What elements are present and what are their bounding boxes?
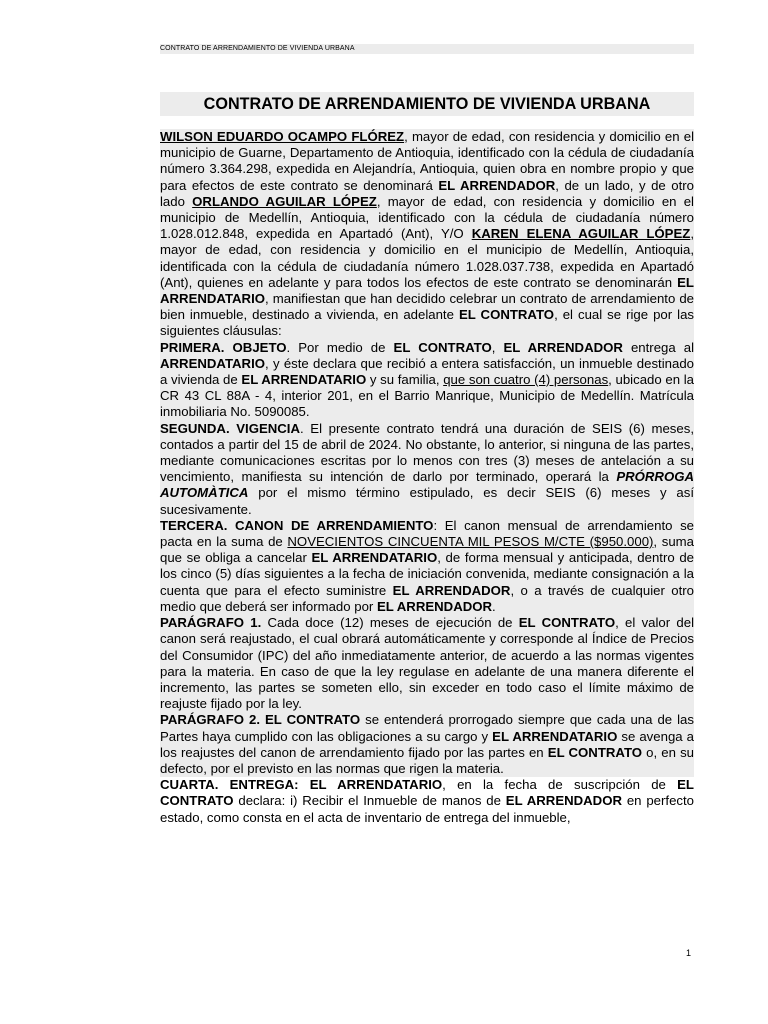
- paragrafo-2: [160, 712, 694, 777]
- term-el-contrato: EL CONTRATO: [547, 744, 643, 760]
- running-header: CONTRATO DE ARRENDAMIENTO DE VIVIENDA URBANA: [160, 44, 694, 54]
- arrendador-name: WILSON EDUARDO OCAMPO FLÓREZ: [160, 129, 405, 144]
- term-el-arrendador: EL ARRENDADOR: [505, 793, 622, 809]
- clause-heading: PARÁGRAFO 1.: [160, 615, 262, 631]
- clause-text: , el valor del canon será reajustado, el cual obrará automáticamente y corresponde al Índice de Precios del Consumidor (IPC) del año inmediatamente anterior, de acuerdo a las normas vigentes para la materia. En caso de que la ley regulase en adelante de una manera diferente el incremento, las partes se someten ello, sin exceder en todo caso el límite máximo de reajuste fijado por la ley.: [160, 615, 695, 712]
- clause-text: entrega al: [622, 339, 695, 355]
- clause-text: , en la fecha de suscripción de: [442, 777, 678, 793]
- clause-text: .: [492, 598, 496, 614]
- clause-text: , suma que se obliga a cancelar: [160, 534, 694, 566]
- term-el-arrendador: EL ARRENDADOR: [392, 582, 511, 598]
- clause-text: . Por medio de: [286, 339, 394, 355]
- clause-text: Cada doce (12) meses de ejecución de: [261, 615, 519, 631]
- clause-cuarta: [160, 777, 694, 826]
- term-el-arrendatario: EL ARRENDATARIO: [492, 728, 618, 744]
- term-el-contrato: EL CONTRATO: [458, 307, 555, 323]
- clause-heading: PARÁGRAFO 2. EL CONTRATO: [160, 712, 361, 728]
- document-body: [160, 92, 694, 826]
- clause-text: declara: i) Recibir el Inmueble de manos de: [233, 793, 506, 809]
- arrendatario1-name: ORLANDO AGUILAR LÓPEZ: [192, 193, 377, 209]
- term-el-arrendador: EL ARRENDADOR: [377, 598, 493, 614]
- clause-text: : El canon mensual de arrendamiento se pacta en la suma de: [160, 517, 694, 550]
- clause-text: , ubicado en la CR 43 CL 88A - 4, interior 201, en el Barrio Manrique, Municipio de Medellín. Matrícula inmobiliaria No. 5090085.: [160, 372, 694, 420]
- intro-text: , el cual se rige por las siguientes cláusulas:: [160, 307, 694, 339]
- clause-heading: SEGUNDA. VIGENCIA: [160, 420, 300, 436]
- intro-text: , mayor de edad, con residencia y domicilio en el municipio de Medellín, Antioquia, identificada con la cédula de ciudadanía número 1.028.037.738, expedida en Apartadó (Ant), quienes en adelante y para todos los efectos de este contrato se denominarán: [160, 226, 694, 290]
- paragrafo-1: [160, 615, 694, 712]
- clause-heading: CUARTA. ENTREGA: EL ARRENDATARIO: [160, 777, 443, 793]
- intro-text: , mayor de edad, con residencia y domicilio en el municipio de Medellín, Antioquia, identificado con la cédula de ciudadanía número 1.028.012.848, expedida en Apartadó (Ant), Y/O: [160, 193, 694, 242]
- intro-paragraph: [160, 129, 694, 340]
- intro-text: , mayor de edad, con residencia y domicilio en el municipio de Guarne, Departamento de Antioquia, identificado con la cédula de ciudadanía número 3.364.298, expedida en Alejandría, Antioquia, quien obra en nombre propio y que para efectos de este contrato se denominará: [160, 129, 694, 193]
- clause-text: por el mismo término estipulado, es decir SEIS (6) meses y así sucesivamente.: [160, 485, 694, 517]
- clause-heading: TERCERA. CANON DE ARRENDAMIENTO: [160, 517, 434, 533]
- personas-count: que son cuatro (4) personas: [443, 372, 609, 388]
- canon-amount: NOVECIENTOS CINCUENTA MIL PESOS M/CTE ($950.000): [287, 534, 654, 550]
- clause-text: . El presente contrato tendrá una duración de SEIS (6) meses, contados a partir del 15 de abril de 2024. No obstante, lo anterior, si ninguna de las partes, mediante comunicaciones escritas por lo menos con tres (3) meses de antelación a su vencimiento, manifiesta su intención de darlo por terminado, operará la: [160, 420, 694, 485]
- clause-segunda: [160, 421, 694, 518]
- clause-heading: PRIMERA. OBJETO: [160, 339, 287, 355]
- document-title: CONTRATO DE ARRENDAMIENTO DE VIVIENDA URBANA: [160, 92, 694, 116]
- intro-text: , manifiestan que han decidido celebrar un contrato de arrendamiento de bien inmueble, destinado a vivienda, en adelante: [160, 291, 694, 323]
- arrendatario2-name: KAREN ELENA AGUILAR LÓPEZ: [471, 226, 691, 242]
- clause-text: se avenga a los reajustes del canon de arrendamiento fijado por las partes en: [160, 728, 694, 760]
- term-el-arrendador: EL ARRENDADOR: [438, 177, 556, 193]
- term-arrendatario: ARRENDATARIO: [160, 355, 266, 371]
- clause-text: o, en su defecto, por el previsto en las normas que rigen la materia.: [160, 744, 695, 776]
- clause-text: en perfecto estado, como consta en el acta de inventario de entrega del inmueble,: [160, 793, 694, 825]
- clause-text: se entenderá prorrogado siempre que cada una de las Partes haya cumplido con las obligaciones a su cargo y: [160, 712, 694, 744]
- term-prorroga: PRÓRROGA AUTOMÀTICA: [160, 469, 694, 501]
- term-el-arrendatario: EL ARRENDATARIO: [241, 372, 367, 388]
- term-el-arrendador: EL ARRENDADOR: [503, 339, 623, 355]
- page-number: 1: [686, 948, 692, 958]
- clause-text: , de forma mensual y anticipada, dentro de los cinco (5) días siguientes a la fecha de iniciación convenida, mediante consignación a la cuenta que para el efecto suministre: [160, 550, 694, 598]
- intro-text: , de un lado, y de otro lado: [160, 177, 694, 209]
- term-el-contrato: EL CONTRATO: [160, 777, 694, 809]
- term-el-contrato: EL CONTRATO: [393, 339, 492, 355]
- clause-text: ,: [491, 339, 504, 355]
- term-el-arrendatario: EL ARRENDATARIO: [311, 550, 438, 566]
- clause-tercera: [160, 518, 694, 615]
- term-el-contrato: EL CONTRATO: [518, 615, 616, 631]
- clause-text: , y éste declara que recibió a entera satisfacción, un inmueble destinado a vivienda de: [160, 355, 694, 388]
- term-el-arrendatario: EL ARRENDATARIO: [160, 274, 694, 307]
- clause-text: , o a través de cualquier otro medio que deberá ser informado por: [160, 582, 694, 614]
- clause-primera: [160, 340, 694, 421]
- clause-text: y su familia,: [366, 372, 444, 388]
